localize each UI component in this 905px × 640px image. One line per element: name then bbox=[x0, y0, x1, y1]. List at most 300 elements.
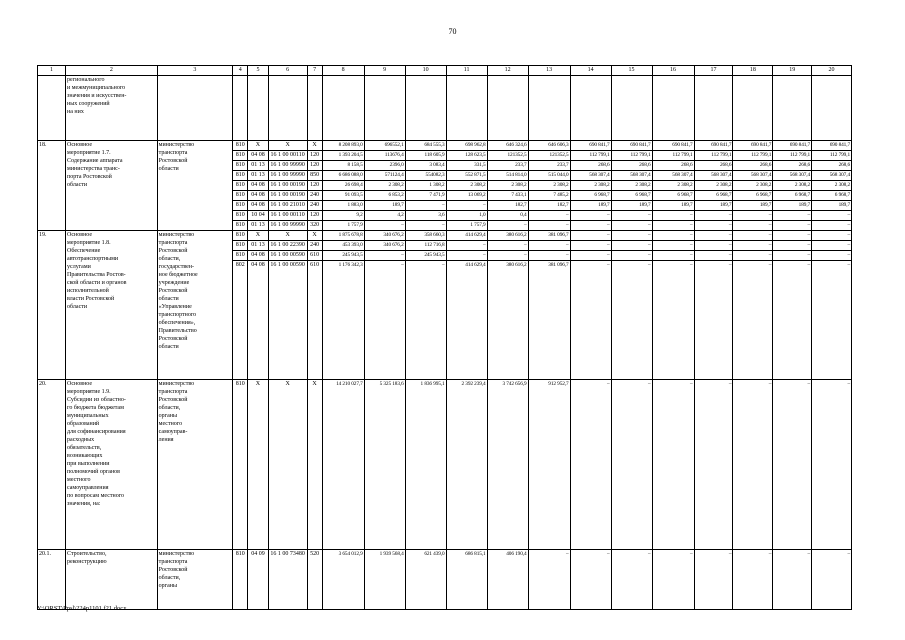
table-row bbox=[38, 76, 852, 141]
section-code: 04 08 bbox=[248, 151, 268, 161]
amount-cell: 690 841,7 bbox=[812, 141, 852, 151]
amount-cell: – bbox=[528, 550, 570, 610]
amount-cell: 182,7 bbox=[528, 201, 570, 211]
target-article-code: 16 1 00 99990 bbox=[268, 171, 307, 181]
amount-cell: 268,6 bbox=[611, 161, 652, 171]
amount-cell: – bbox=[611, 231, 652, 241]
amount-cell: – bbox=[812, 550, 852, 610]
amount-cell: 2 308,2 bbox=[446, 181, 487, 191]
amount-cell: – bbox=[528, 251, 570, 261]
measure-title: Основное мероприятие 1.9. Субсидии из областно- го бюджета бюджетам муниципальных образований для софинансирования расходных обязательств, возникающих при выполнении полномочий органов местного самоуправления по вопросам местного значения, на: bbox=[66, 380, 158, 550]
amount-cell: 1 883,0 bbox=[322, 201, 364, 211]
amount-cell: 381 096,7 bbox=[528, 261, 570, 380]
amount-cell: 13 069,2 bbox=[446, 191, 487, 201]
column-number-header: 16 bbox=[652, 66, 694, 76]
amount-cell bbox=[773, 76, 812, 141]
amount-cell: – bbox=[773, 241, 812, 251]
amount-cell: – bbox=[570, 221, 611, 231]
section-code: X bbox=[248, 141, 268, 151]
section-code bbox=[248, 76, 268, 141]
amount-cell: 686 815,1 bbox=[446, 550, 487, 610]
amount-cell: 3 742 656,9 bbox=[487, 380, 528, 550]
responsible-org: министерство транспорта Ростовской области, органы bbox=[157, 550, 232, 610]
amount-cell: – bbox=[694, 550, 733, 610]
row-number: 20.1. bbox=[38, 550, 66, 610]
amount-cell: 112 799,1 bbox=[694, 151, 733, 161]
amount-cell: 2 392 239,4 bbox=[446, 380, 487, 550]
amount-cell: 698 962,8 bbox=[446, 141, 487, 151]
expense-type-code bbox=[307, 76, 322, 141]
amount-cell: – bbox=[446, 201, 487, 211]
budget-table bbox=[37, 65, 852, 610]
amount-cell: 453 393,0 bbox=[322, 241, 364, 251]
amount-cell: – bbox=[611, 211, 652, 221]
grbs-code: 810 bbox=[233, 171, 248, 181]
amount-cell: 515 044,0 bbox=[528, 171, 570, 181]
target-article-code: 16 1 00 00590 bbox=[268, 251, 307, 261]
section-code: 01 13 bbox=[248, 241, 268, 251]
amount-cell: 552 871,5 bbox=[446, 171, 487, 181]
amount-cell: 1 757,9 bbox=[322, 221, 364, 231]
target-article-code: 16 1 00 00590 bbox=[268, 261, 307, 380]
section-code: 04 08 bbox=[248, 261, 268, 380]
amount-cell: 189,7 bbox=[694, 201, 733, 211]
amount-cell: 6 968,7 bbox=[812, 191, 852, 201]
amount-cell: 5 325 183,6 bbox=[364, 380, 405, 550]
amount-cell: – bbox=[733, 380, 773, 550]
grbs-code: 810 bbox=[233, 161, 248, 171]
amount-cell: – bbox=[528, 241, 570, 251]
amount-cell: – bbox=[733, 261, 773, 380]
table-row bbox=[38, 231, 852, 241]
amount-cell: 568 307,4 bbox=[733, 171, 773, 181]
amount-cell: – bbox=[611, 251, 652, 261]
expense-type-code: 240 bbox=[307, 191, 322, 201]
amount-cell: 3 654 012,9 bbox=[322, 550, 364, 610]
target-article-code: 16 1 00 99990 bbox=[268, 161, 307, 171]
column-number-header: 7 bbox=[307, 66, 322, 76]
amount-cell: – bbox=[570, 231, 611, 241]
amount-cell: – bbox=[812, 231, 852, 241]
column-number-header: 9 bbox=[364, 66, 405, 76]
amount-cell: 414 629,4 bbox=[446, 231, 487, 241]
section-code: 04 08 bbox=[248, 201, 268, 211]
amount-cell: 3 083,4 bbox=[405, 161, 446, 171]
expense-type-code: 850 bbox=[307, 171, 322, 181]
target-article-code: 16 1 00 73480 bbox=[268, 550, 307, 610]
amount-cell: 233,7 bbox=[528, 161, 570, 171]
amount-cell: 2 308,2 bbox=[694, 181, 733, 191]
amount-cell: 690 841,7 bbox=[694, 141, 733, 151]
amount-cell: 380 616,2 bbox=[487, 261, 528, 380]
amount-cell: – bbox=[570, 211, 611, 221]
amount-cell: 2 308,2 bbox=[773, 181, 812, 191]
amount-cell: 1 757,9 bbox=[446, 221, 487, 231]
row-number bbox=[38, 76, 66, 141]
amount-cell: – bbox=[733, 241, 773, 251]
amount-cell: 571124,4 bbox=[364, 171, 405, 181]
amount-cell: 8 158,5 bbox=[322, 161, 364, 171]
amount-cell: – bbox=[694, 251, 733, 261]
amount-cell: 2396,0 bbox=[364, 161, 405, 171]
amount-cell: 268,6 bbox=[733, 161, 773, 171]
target-article-code bbox=[268, 76, 307, 141]
amount-cell: 690 841,7 bbox=[733, 141, 773, 151]
amount-cell: – bbox=[405, 261, 446, 380]
amount-cell: – bbox=[812, 251, 852, 261]
measure-title: Строительство, реконструкцию bbox=[66, 550, 158, 610]
amount-cell: 112 799,1 bbox=[611, 151, 652, 161]
column-number-header: 2 bbox=[66, 66, 158, 76]
amount-cell: 189,7 bbox=[652, 201, 694, 211]
target-article-code: X bbox=[268, 141, 307, 151]
grbs-code: 810 bbox=[233, 141, 248, 151]
amount-cell: – bbox=[733, 550, 773, 610]
expense-type-code: X bbox=[307, 231, 322, 241]
expense-type-code: 610 bbox=[307, 261, 322, 380]
amount-cell: 646 606,3 bbox=[528, 141, 570, 151]
grbs-code: 802 bbox=[233, 261, 248, 380]
amount-cell: 2 308,2 bbox=[570, 181, 611, 191]
amount-cell: 189,7 bbox=[812, 201, 852, 211]
target-article-code: 16 1 00 22390 bbox=[268, 241, 307, 251]
amount-cell: – bbox=[812, 211, 852, 221]
expense-type-code: 120 bbox=[307, 161, 322, 171]
amount-cell: – bbox=[364, 221, 405, 231]
target-article-code: 16 1 00 00190 bbox=[268, 191, 307, 201]
amount-cell: – bbox=[652, 261, 694, 380]
column-number-header: 3 bbox=[157, 66, 232, 76]
amount-cell: 7 471,9 bbox=[405, 191, 446, 201]
amount-cell bbox=[812, 76, 852, 141]
grbs-code: 810 bbox=[233, 201, 248, 211]
amount-cell: 245 943,5 bbox=[322, 251, 364, 261]
amount-cell: – bbox=[733, 231, 773, 241]
amount-cell: – bbox=[694, 380, 733, 550]
amount-cell: 189,7 bbox=[570, 201, 611, 211]
amount-cell: 912 952,7 bbox=[528, 380, 570, 550]
grbs-code: 810 bbox=[233, 231, 248, 241]
amount-cell: – bbox=[570, 261, 611, 380]
row-number: 19. bbox=[38, 231, 66, 380]
amount-cell: 113676,4 bbox=[364, 151, 405, 161]
grbs-code: 810 bbox=[233, 550, 248, 610]
amount-cell: 2 308,2 bbox=[528, 181, 570, 191]
expense-type-code: X bbox=[307, 141, 322, 151]
grbs-code: 810 bbox=[233, 211, 248, 221]
column-number-header: 5 bbox=[248, 66, 268, 76]
amount-cell: 189,7 bbox=[773, 201, 812, 211]
section-code: X bbox=[248, 231, 268, 241]
amount-cell: – bbox=[570, 241, 611, 251]
amount-cell: – bbox=[812, 241, 852, 251]
amount-cell: 568 307,4 bbox=[652, 171, 694, 181]
target-article-code: 16 1 00 00110 bbox=[268, 151, 307, 161]
amount-cell: 568 307,4 bbox=[773, 171, 812, 181]
amount-cell: 1,0 bbox=[446, 211, 487, 221]
expense-type-code: 320 bbox=[307, 221, 322, 231]
amount-cell: 2 308,2 bbox=[812, 181, 852, 191]
amount-cell: 1 939 568,4 bbox=[364, 550, 405, 610]
section-code: 01 13 bbox=[248, 171, 268, 181]
amount-cell: 2 308,2 bbox=[733, 181, 773, 191]
amount-cell: 121352,5 bbox=[528, 151, 570, 161]
amount-cell: – bbox=[773, 550, 812, 610]
amount-cell: 568 307,4 bbox=[812, 171, 852, 181]
amount-cell: 6 968,7 bbox=[652, 191, 694, 201]
amount-cell: 0,4 bbox=[487, 211, 528, 221]
amount-cell: – bbox=[611, 221, 652, 231]
amount-cell: 2 308,2 bbox=[611, 181, 652, 191]
amount-cell: 189,7 bbox=[733, 201, 773, 211]
expense-type-code: 240 bbox=[307, 241, 322, 251]
amount-cell: 690 841,7 bbox=[773, 141, 812, 151]
amount-cell: – bbox=[446, 241, 487, 251]
section-code: 04 08 bbox=[248, 251, 268, 261]
amount-cell: – bbox=[773, 221, 812, 231]
target-article-code: 16 1 00 99990 bbox=[268, 221, 307, 231]
amount-cell: – bbox=[611, 550, 652, 610]
table-row bbox=[38, 550, 852, 610]
amount-cell: 2 308,2 bbox=[364, 181, 405, 191]
amount-cell: – bbox=[570, 380, 611, 550]
amount-cell: 9,2 bbox=[322, 211, 364, 221]
amount-cell: – bbox=[773, 261, 812, 380]
expense-type-code: 240 bbox=[307, 201, 322, 211]
amount-cell: 6 686 088,0 bbox=[322, 171, 364, 181]
amount-cell: – bbox=[773, 231, 812, 241]
column-number-header: 13 bbox=[528, 66, 570, 76]
expense-type-code: 610 bbox=[307, 251, 322, 261]
amount-cell: 182,7 bbox=[487, 201, 528, 211]
amount-cell: 112 799,1 bbox=[773, 151, 812, 161]
amount-cell: 568 307,4 bbox=[570, 171, 611, 181]
amount-cell: – bbox=[611, 241, 652, 251]
amount-cell: 6 968,7 bbox=[611, 191, 652, 201]
responsible-org: министерство транспорта Ростовской области bbox=[157, 141, 232, 231]
amount-cell: – bbox=[652, 241, 694, 251]
amount-cell: 568 307,4 bbox=[694, 171, 733, 181]
grbs-code: 810 bbox=[233, 251, 248, 261]
column-number-header: 15 bbox=[611, 66, 652, 76]
amount-cell: 646 324,6 bbox=[487, 141, 528, 151]
amount-cell: 331,5 bbox=[446, 161, 487, 171]
amount-cell: 568 307,4 bbox=[611, 171, 652, 181]
header-row bbox=[38, 66, 852, 76]
amount-cell: – bbox=[364, 261, 405, 380]
target-article-code: 16 1 00 00190 bbox=[268, 181, 307, 191]
grbs-code bbox=[233, 76, 248, 141]
amount-cell: – bbox=[733, 221, 773, 231]
amount-cell: 4,2 bbox=[364, 211, 405, 221]
amount-cell: 189,7 bbox=[364, 201, 405, 211]
amount-cell bbox=[446, 76, 487, 141]
amount-cell: 6 853,2 bbox=[364, 191, 405, 201]
amount-cell: 112 799,1 bbox=[570, 151, 611, 161]
amount-cell: 6 968,7 bbox=[773, 191, 812, 201]
table-row bbox=[38, 380, 852, 550]
amount-cell: – bbox=[570, 550, 611, 610]
column-number-header: 10 bbox=[405, 66, 446, 76]
amount-cell: 414 629,4 bbox=[446, 261, 487, 380]
amount-cell: 118 605,9 bbox=[405, 151, 446, 161]
row-number: 18. bbox=[38, 141, 66, 231]
amount-cell: – bbox=[694, 221, 733, 231]
grbs-code: 810 bbox=[233, 380, 248, 550]
column-number-header: 12 bbox=[487, 66, 528, 76]
amount-cell: 112 799,1 bbox=[812, 151, 852, 161]
amount-cell bbox=[570, 76, 611, 141]
amount-cell: – bbox=[652, 221, 694, 231]
amount-cell: 7 485,2 bbox=[528, 191, 570, 201]
amount-cell: 7 433,1 bbox=[487, 191, 528, 201]
amount-cell: 268,6 bbox=[570, 161, 611, 171]
amount-cell: 268,6 bbox=[773, 161, 812, 171]
amount-cell: 690 841,7 bbox=[652, 141, 694, 151]
amount-cell: – bbox=[364, 251, 405, 261]
amount-cell: – bbox=[694, 231, 733, 241]
amount-cell: 189,7 bbox=[611, 201, 652, 211]
amount-cell: – bbox=[773, 211, 812, 221]
amount-cell: – bbox=[652, 550, 694, 610]
responsible-org bbox=[157, 76, 232, 141]
amount-cell: 1 875 678,8 bbox=[322, 231, 364, 241]
amount-cell: – bbox=[652, 380, 694, 550]
column-number-header: 18 bbox=[733, 66, 773, 76]
amount-cell: 406 190,4 bbox=[487, 550, 528, 610]
amount-cell: 6 968,7 bbox=[733, 191, 773, 201]
amount-cell: 621 439,0 bbox=[405, 550, 446, 610]
amount-cell bbox=[611, 76, 652, 141]
target-article-code: 16 1 00 00110 bbox=[268, 211, 307, 221]
amount-cell: 112 799,1 bbox=[733, 151, 773, 161]
amount-cell: 380 616,2 bbox=[487, 231, 528, 241]
expense-type-code: 120 bbox=[307, 181, 322, 191]
amount-cell: 340 676,2 bbox=[364, 241, 405, 251]
amount-cell: 1 393 204,5 bbox=[322, 151, 364, 161]
amount-cell bbox=[694, 76, 733, 141]
amount-cell: – bbox=[694, 241, 733, 251]
amount-cell: – bbox=[487, 221, 528, 231]
amount-cell: 684 555,3 bbox=[405, 141, 446, 151]
grbs-code: 810 bbox=[233, 241, 248, 251]
amount-cell: – bbox=[773, 251, 812, 261]
section-code: 10 04 bbox=[248, 211, 268, 221]
amount-cell: – bbox=[528, 221, 570, 231]
amount-cell: – bbox=[733, 211, 773, 221]
target-article-code: 16 1 00 21010 bbox=[268, 201, 307, 211]
amount-cell: – bbox=[405, 221, 446, 231]
amount-cell bbox=[487, 76, 528, 141]
responsible-org: министерство транспорта Ростовской области, органы местного самоуправ- ления bbox=[157, 380, 232, 550]
amount-cell: – bbox=[652, 231, 694, 241]
amount-cell: 91 093,5 bbox=[322, 191, 364, 201]
measure-title: Основное мероприятие 1.8. Обеспечение автотранспортными услугами Правительства Ростов- ской области и органов исполнительной власти Ростовской области bbox=[66, 231, 158, 380]
amount-cell: – bbox=[611, 261, 652, 380]
column-number-header: 20 bbox=[812, 66, 852, 76]
column-number-header: 6 bbox=[268, 66, 307, 76]
section-code: 01 13 bbox=[248, 221, 268, 231]
expense-type-code: X bbox=[307, 380, 322, 550]
table-row bbox=[38, 141, 852, 151]
amount-cell: 2 308,2 bbox=[487, 181, 528, 191]
row-number: 20. bbox=[38, 380, 66, 550]
amount-cell bbox=[652, 76, 694, 141]
amount-cell: – bbox=[611, 380, 652, 550]
amount-cell: – bbox=[733, 251, 773, 261]
amount-cell: 1 308,2 bbox=[405, 181, 446, 191]
amount-cell: – bbox=[812, 380, 852, 550]
responsible-org: министерство транспорта Ростовской области, государствен- ное бюджетное учреждение Ростовской области «Управление транспортного обеспечения», Правительство Ростовской области bbox=[157, 231, 232, 380]
column-number-header: 11 bbox=[446, 66, 487, 76]
amount-cell: 112 716,8 bbox=[405, 241, 446, 251]
amount-cell: 268,6 bbox=[694, 161, 733, 171]
section-code: 04 09 bbox=[248, 550, 268, 610]
amount-cell: 14 210 027,7 bbox=[322, 380, 364, 550]
amount-cell: – bbox=[528, 211, 570, 221]
amount-cell: – bbox=[694, 261, 733, 380]
grbs-code: 810 bbox=[233, 191, 248, 201]
target-article-code: X bbox=[268, 231, 307, 241]
measure-title: Основное мероприятие 1.7. Содержание аппарата министерства транс- порта Ростовской области bbox=[66, 141, 158, 231]
grbs-code: 810 bbox=[233, 221, 248, 231]
footer-file-path: Y:\ORST\Ppsl\224p1101.f21.docx bbox=[37, 605, 127, 612]
section-code: 01 13 bbox=[248, 161, 268, 171]
measure-title: регионального и межмуниципального значения и искусствен- ных сооружений на них bbox=[66, 76, 158, 141]
amount-cell: 514 814,0 bbox=[487, 171, 528, 181]
section-code: 04 08 bbox=[248, 191, 268, 201]
section-code: 04 08 bbox=[248, 181, 268, 191]
grbs-code: 810 bbox=[233, 151, 248, 161]
amount-cell: 690 841,7 bbox=[570, 141, 611, 151]
amount-cell: 1 836 995,1 bbox=[405, 380, 446, 550]
amount-cell: 696552,1 bbox=[364, 141, 405, 151]
amount-cell: 6 968,7 bbox=[570, 191, 611, 201]
column-number-header: 17 bbox=[694, 66, 733, 76]
amount-cell: – bbox=[487, 241, 528, 251]
amount-cell: – bbox=[487, 251, 528, 261]
amount-cell: 268,6 bbox=[812, 161, 852, 171]
amount-cell: – bbox=[570, 251, 611, 261]
section-code: X bbox=[248, 380, 268, 550]
amount-cell: 245 943,5 bbox=[405, 251, 446, 261]
column-number-header: 8 bbox=[322, 66, 364, 76]
amount-cell: 6 968,7 bbox=[694, 191, 733, 201]
amount-cell: 554082,3 bbox=[405, 171, 446, 181]
amount-cell: 340 676,2 bbox=[364, 231, 405, 241]
page-number: 70 bbox=[448, 27, 457, 36]
amount-cell: 1 176 342,3 bbox=[322, 261, 364, 380]
amount-cell: 268,6 bbox=[652, 161, 694, 171]
amount-cell: – bbox=[773, 380, 812, 550]
amount-cell: 8 208 893,0 bbox=[322, 141, 364, 151]
expense-type-code: 120 bbox=[307, 211, 322, 221]
amount-cell: 690 841,7 bbox=[611, 141, 652, 151]
column-number-header: 4 bbox=[233, 66, 248, 76]
column-number-header: 19 bbox=[773, 66, 812, 76]
amount-cell: 358 660,3 bbox=[405, 231, 446, 241]
column-number-header: 1 bbox=[38, 66, 66, 76]
amount-cell: – bbox=[812, 261, 852, 380]
amount-cell: 2 308,2 bbox=[652, 181, 694, 191]
amount-cell bbox=[528, 76, 570, 141]
expense-type-code: 520 bbox=[307, 550, 322, 610]
amount-cell: 112 799,1 bbox=[652, 151, 694, 161]
expense-type-code: 120 bbox=[307, 151, 322, 161]
amount-cell: 121352,5 bbox=[487, 151, 528, 161]
amount-cell: 233,7 bbox=[487, 161, 528, 171]
amount-cell: – bbox=[652, 211, 694, 221]
